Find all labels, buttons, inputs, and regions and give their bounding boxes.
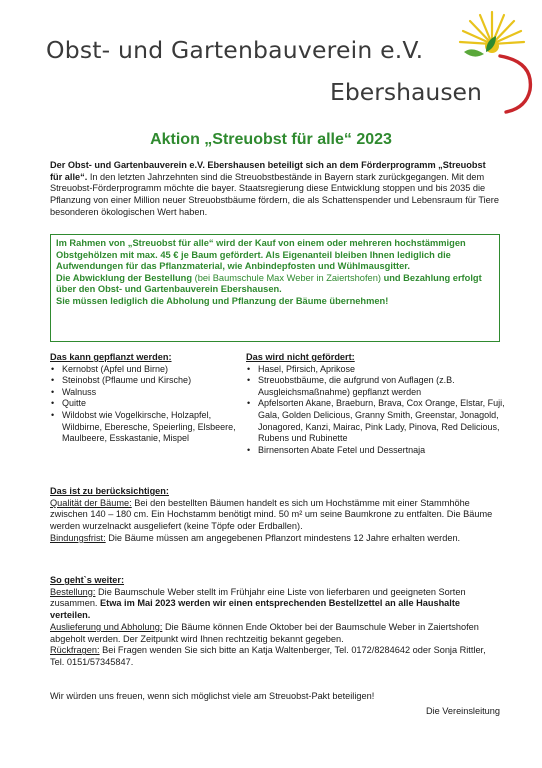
list-item: • Steinobst (Pflaume und Kirsche) (50, 375, 250, 387)
ordering-text-c: und Bezahlung erfolgt über den Obst- und Gartenbauverein Ebershausen. (56, 272, 482, 295)
page-title: Aktion „Streuobst für alle“ 2023 (150, 131, 392, 148)
letterhead (0, 0, 542, 120)
questions-label: Rückfragen: (50, 645, 100, 656)
delivery-label: Auslieferung und Abholung: (50, 621, 163, 632)
order-paragraph (50, 587, 500, 622)
questions-text: Bei Fragen wenden Sie sich bitte an Katja Waltenberger, Tel. 0172/8284642 oder Sonja Rittler, Tel. 0151/57345847. (50, 645, 486, 667)
funding-paragraph: Im Rahmen von „Streuobst für alle“ wird der Kauf von einem oder mehreren hochstämmigen Obstgehölzen mit max. 45 € je Baum gefördert. Als Eigenanteil bleiben Ihnen lediglich die Aufwendungen für das Pflanzmaterial, wie Anbindepfosten und Wühlmausgitter. (56, 238, 466, 272)
order-label: Bestellung: (50, 586, 96, 597)
planted-list (50, 364, 250, 445)
list-item: • Apfelsorten Akane, Braeburn, Brava, Cox Orange, Elstar, Fuji, Gala, Golden Delicious, Granny Smith, Greenstar, Jonagold, Jonagored, Kanzi, Mairac, Pink Lady, Pinova, Red Delicious, Rubens und Rubinette (246, 398, 506, 444)
next-steps-heading: So geht`s weiter: (50, 575, 125, 585)
intro-text: In den letzten Jahrzehnten sind die Streuobstbestände in Bayern stark zurückgegangen. Mit dem Streuobst-Förderprogramm möchte die bayer. Staatsregierung diese Entwicklung stoppen und bis 2035 die Pflanzung von einer Million neuer Streuobstbäume fördern, die als Schattenspender und Lebensraum für Tiere besonderen ökologischen Wert haben. (50, 171, 499, 217)
intro-paragraph (50, 160, 500, 219)
planted-list-section (50, 352, 250, 445)
binding-label: Bindungsfrist: (50, 532, 106, 543)
questions-paragraph (50, 645, 500, 668)
pickup-paragraph: Sie müssen lediglich die Abholung und Pflanzung der Bäume übernehmen! (56, 295, 389, 306)
ordering-text-a: Die Abwicklung der Bestellung (56, 272, 193, 283)
quality-paragraph (50, 498, 500, 533)
next-steps-section (50, 575, 500, 669)
binding-text: Die Bäume müssen am angegebenen Pflanzort mindestens 12 Jahre erhalten werden. (105, 532, 461, 543)
order-text: Die Baumschule Weber stellt im Frühjahr eine Liste von lieferbaren und geeigneten Sorten zusammen. (50, 586, 466, 609)
apple-sun-logo-icon (430, 6, 540, 116)
quality-text: Bei den bestellten Bäumen handelt es sich um Hochstämme mit einer Stammhöhe zwischen 140 – 180 cm. Ein Hochstamm benötigt mind. 50 m² um seine Baumkrone zu entfalten. Die Bäume werden wurzelnackt ausgeliefert (keine Töpfe oder Erdballen). (50, 497, 493, 532)
binding-paragraph (50, 533, 500, 545)
list-item: • Streuobstbäume, die aufgrund von Auflagen (z.B. Ausgleichsmaßnahme) gepflanzt werden (246, 375, 506, 398)
delivery-paragraph (50, 622, 500, 645)
planted-heading: Das kann gepflanzt werden: (50, 352, 172, 362)
funding-info-box (50, 234, 500, 342)
signature: Die Vereinsleitung (425, 706, 500, 716)
not-funded-list-section (246, 352, 506, 456)
delivery-text: Die Bäume können Ende Oktober bei der Baumschule Weber in Zaiertshofen abgeholt werden. Der Zeitpunkt wird Ihnen rechtzeitig bekannt gegeben. (50, 621, 479, 644)
quality-label: Qualität der Bäume: (50, 497, 132, 508)
considerations-heading: Das ist zu berücksichtigen: (50, 486, 169, 496)
not-funded-heading: Das wird nicht gefördert: (246, 352, 355, 362)
intro-bold: Der Obst- und Gartenbauverein e.V. Ebershausen beteiligt sich an dem Förderprogramm „Streuobst für alle“. (50, 160, 486, 182)
list-item: • Birnensorten Abate Fetel und Dessertnaja (246, 445, 506, 457)
ordering-paragraph (56, 273, 494, 296)
list-item: • Hasel, Pfirsich, Aprikose (246, 364, 506, 376)
ordering-nursery-note: (bei Baumschule Max Weber in Zaiertshofen) (192, 272, 384, 283)
list-item: • Wildobst wie Vogelkirsche, Holzapfel, Wildbirne, Eberesche, Speierling, Elsbeere, Maulbeere, Esskastanie, Mispel (50, 410, 250, 445)
org-name: Obst- und Gartenbauverein e.V. (46, 36, 424, 64)
list-item: • Quitte (50, 398, 250, 410)
closing-line: Wir würden uns freuen, wenn sich möglichst viele am Streuobst-Pakt beteiligen! (50, 691, 375, 701)
org-location: Ebershausen (330, 78, 482, 106)
considerations-section (50, 486, 500, 545)
list-item: • Walnuss (50, 387, 250, 399)
not-funded-list (246, 364, 506, 457)
list-item: • Kernobst (Apfel und Birne) (50, 364, 250, 376)
order-bold: Etwa im Mai 2023 werden wir einen entsprechenden Bestellzettel an alle Haushalte verteilen. (50, 598, 461, 621)
